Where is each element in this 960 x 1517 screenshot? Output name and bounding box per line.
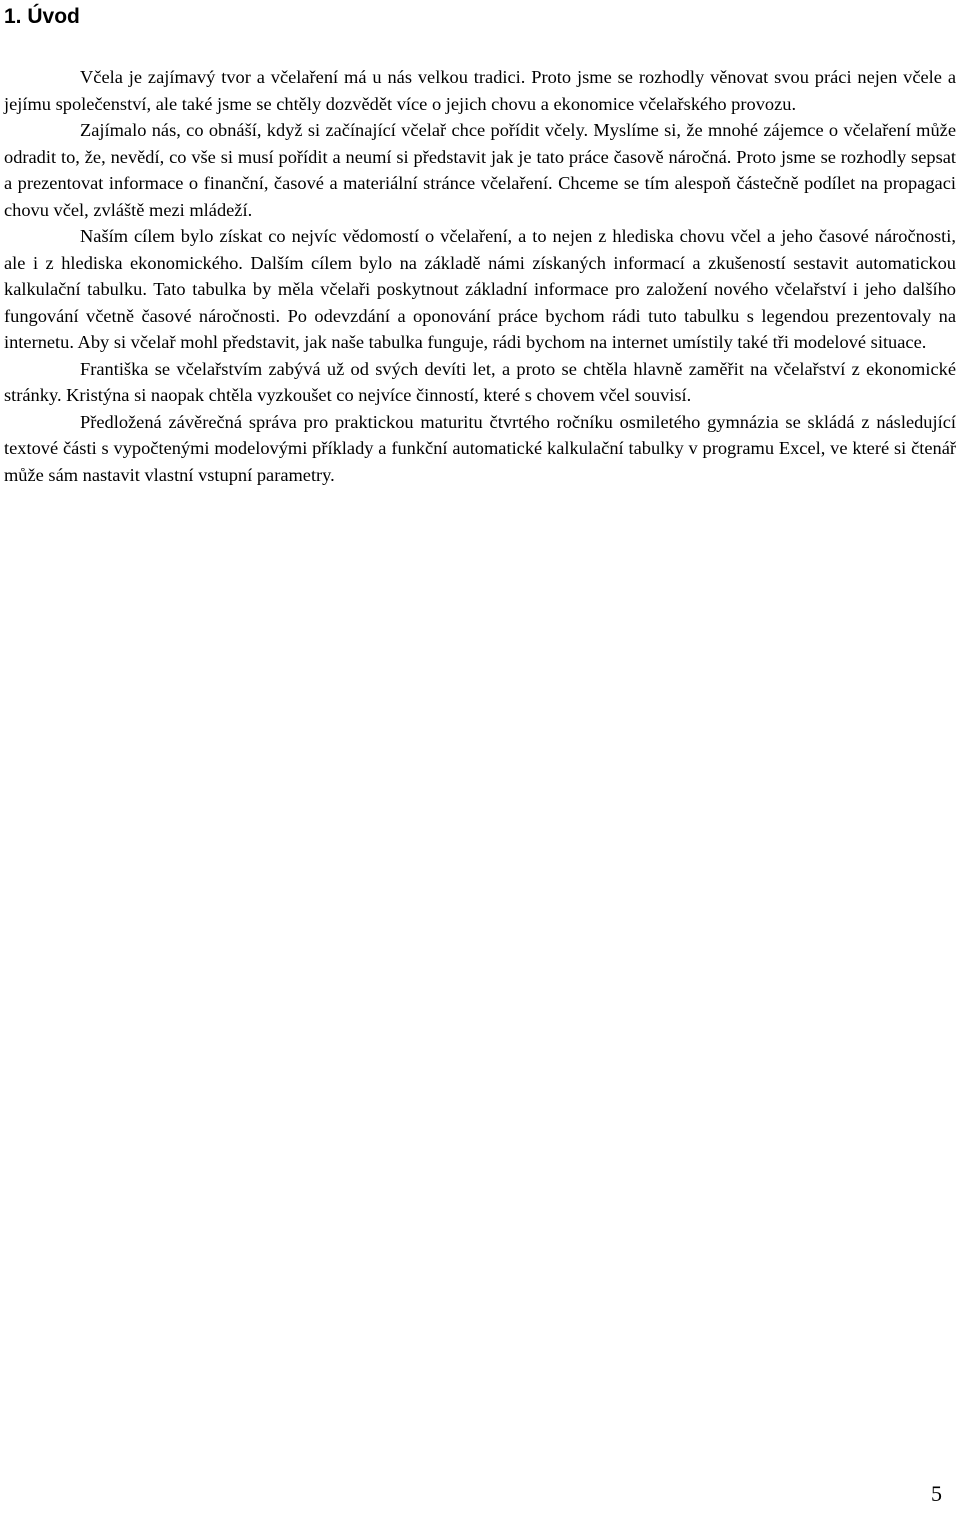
paragraph-goals: Naším cílem bylo získat co nejvíc vědomostí o včelaření, a to nejen z hlediska chovu včel a jeho časové náročnosti, ale i z hlediska ekonomického. Dalším cílem bylo na základě námi získaných informací a zkušeností sestavit automatickou kalkulační tabulku. Tato tabulka by měla včelaři poskytnout základní informace pro založení nového včelařství i jeho dalšího fungování včetně časové náročnosti. Po odevzdání a oponování práce bychom rádi tuto tabulku s legendou prezentovaly na internetu. Aby si včelař mohl představit, jak naše tabulka funguje, rádi bychom na internet umístily také tři modelové situace. bbox=[4, 226, 956, 352]
paragraph-intro: Včela je zajímavý tvor a včelaření má u nás velkou tradici. Proto jsme se rozhodly věnovat svou práci nejen včele a jejímu společenství, ale také jsme se chtěly dozvědět více o jejich chovu a ekonomice včelařského provozu. bbox=[4, 67, 956, 114]
paragraph-authors: Františka se včelařstvím zabývá už od svých devíti let, a proto se chtěla hlavně zaměřit na včelařství z ekonomické stránky. Kristýna si naopak chtěla vyzkoušet co nejvíce činností, které s chovem včel souvisí. bbox=[4, 358, 956, 405]
paragraph-motivation: Zajímalo nás, co obnáší, když si začínající včelař chce pořídit včely. Myslíme si, že mnohé zájemce o včelaření může odradit to, že, nevědí, co vše si musí pořídit a neumí si představit jak je tato práce časově náročná. Proto jsme se rozhodly sepsat a prezentovat informace o finanční, časové a materiální stránce včelaření. Chceme se tím alespoň částečně podílet na propagaci chovu včel, zvláště mezi mládeží. bbox=[4, 120, 956, 220]
paragraph-structure: Předložená závěrečná správa pro praktickou maturitu čtvrtého ročníku osmiletého gymnázia se skládá z následující textové části s vypočtenými modelovými příklady a funkční automatické kalkulační tabulky v programu Excel, ve které si čtenář může sám nastavit vlastní vstupní parametry. bbox=[4, 411, 956, 485]
body-text bbox=[4, 64, 956, 488]
section-heading: 1. Úvod bbox=[4, 5, 80, 28]
page-number: 5 bbox=[931, 1481, 942, 1506]
